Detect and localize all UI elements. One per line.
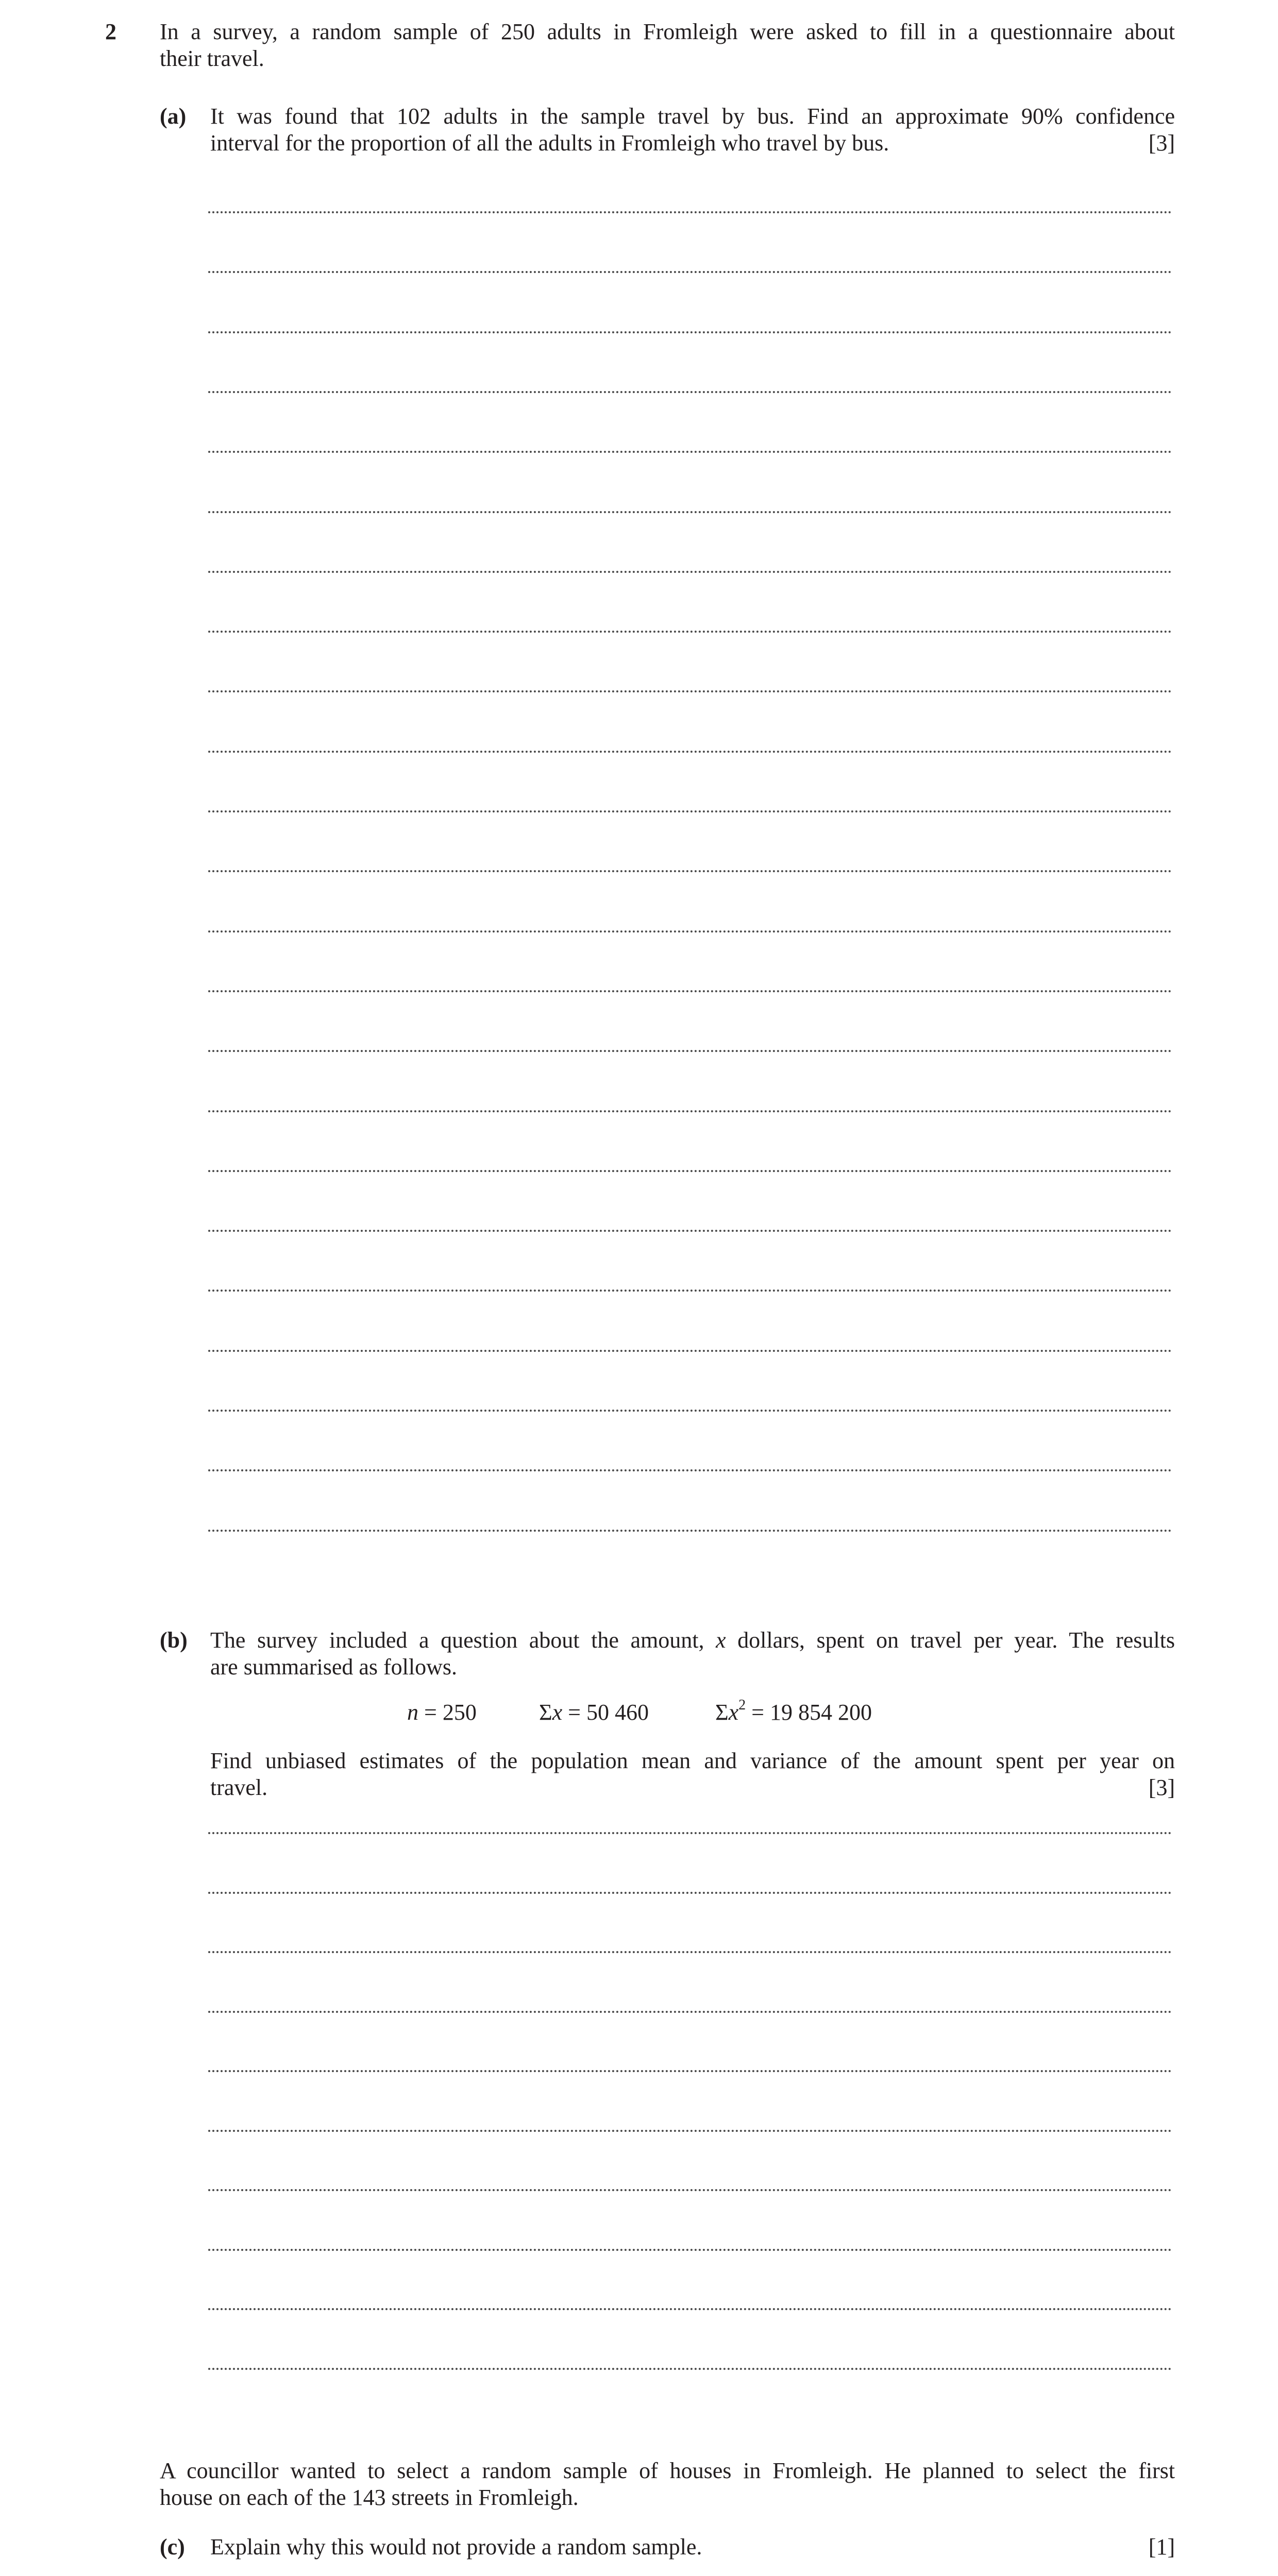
part-a-answer-line[interactable] xyxy=(208,271,1172,273)
part-a-answer-line[interactable] xyxy=(208,1350,1172,1352)
part-a-text-line-1: It was found that 102 adults in the sample travel by bus. Find an approximate 90% confidence xyxy=(210,104,1175,129)
part-b-answer-line[interactable] xyxy=(208,2368,1172,2370)
part-c-stem-line-1: A councillor wanted to select a random sample of houses in Fromleigh. He planned to select the first xyxy=(160,2458,1175,2483)
part-a-answer-line[interactable] xyxy=(208,211,1172,213)
part-a-answer-line[interactable] xyxy=(208,870,1172,872)
part-a-answer-line[interactable] xyxy=(208,1469,1172,1471)
part-a-answer-line[interactable] xyxy=(208,930,1172,933)
part-a-answer-line[interactable] xyxy=(208,990,1172,992)
part-c-text: Explain why this would not provide a random sample. xyxy=(210,2534,702,2560)
part-a-answer-line[interactable] xyxy=(208,1050,1172,1052)
part-a-label: (a) xyxy=(160,104,187,129)
part-a-answer-line[interactable] xyxy=(208,511,1172,513)
part-b-answer-line[interactable] xyxy=(208,1892,1172,1894)
part-c-stem-line-2: house on each of the 143 streets in Fromleigh. xyxy=(160,2485,579,2510)
part-a-answer-line[interactable] xyxy=(208,1230,1172,1232)
part-a-answer-line[interactable] xyxy=(208,451,1172,453)
part-a-answer-line[interactable] xyxy=(208,331,1172,333)
part-b-answer-line[interactable] xyxy=(208,2308,1172,2310)
part-b-answer-line[interactable] xyxy=(208,2070,1172,2072)
part-a-answer-line[interactable] xyxy=(208,751,1172,753)
part-a-answer-line[interactable] xyxy=(208,391,1172,393)
part-b-label: (b) xyxy=(160,1628,188,1653)
part-a-marks: [3] xyxy=(1148,130,1175,156)
part-c-label: (c) xyxy=(160,2534,185,2560)
part-a-answer-line[interactable] xyxy=(208,1410,1172,1412)
part-b-answer-line[interactable] xyxy=(208,1951,1172,1953)
part-a-answer-line[interactable] xyxy=(208,631,1172,633)
part-b-marks: [3] xyxy=(1148,1775,1175,1800)
part-b-answer-line[interactable] xyxy=(208,2011,1172,2013)
part-a-answer-line[interactable] xyxy=(208,690,1172,692)
part-a-answer-line[interactable] xyxy=(208,1290,1172,1292)
part-c-marks: [1] xyxy=(1148,2534,1175,2560)
part-a-answer-line[interactable] xyxy=(208,1530,1172,1532)
part-a-answer-line[interactable] xyxy=(208,1110,1172,1112)
question-intro-line-1: In a survey, a random sample of 250 adults in Fromleigh were asked to fill in a questionnaire about xyxy=(160,19,1175,44)
question-intro-line-2: their travel. xyxy=(160,46,264,71)
part-b-answer-line[interactable] xyxy=(208,2130,1172,2132)
part-b-text-line-1: The survey included a question about the amount, x dollars, spent on travel per year. The results xyxy=(210,1628,1175,1653)
part-b-answer-line[interactable] xyxy=(208,1832,1172,1834)
part-a-answer-line[interactable] xyxy=(208,1170,1172,1172)
part-b-text-line-2: are summarised as follows. xyxy=(210,1654,457,1680)
question-number: 2 xyxy=(105,19,116,44)
formula-sum-x: Σx = 50 460 xyxy=(539,1700,649,1725)
formula-n: n = 250 xyxy=(407,1700,477,1725)
part-a-text-line-2: interval for the proportion of all the adults in Fromleigh who travel by bus. xyxy=(210,130,889,156)
part-b-text-line-3: Find unbiased estimates of the population mean and variance of the amount spent per year on xyxy=(210,1748,1175,1773)
part-a-answer-line[interactable] xyxy=(208,571,1172,573)
formula-sum-x-squared: $\Sigma x^2 = 19$ 854 200 xyxy=(715,1697,872,1725)
part-b-answer-line[interactable] xyxy=(208,2189,1172,2191)
part-b-text-line-4: travel. xyxy=(210,1775,268,1800)
part-b-answer-line[interactable] xyxy=(208,2249,1172,2251)
part-a-answer-line[interactable] xyxy=(208,810,1172,812)
